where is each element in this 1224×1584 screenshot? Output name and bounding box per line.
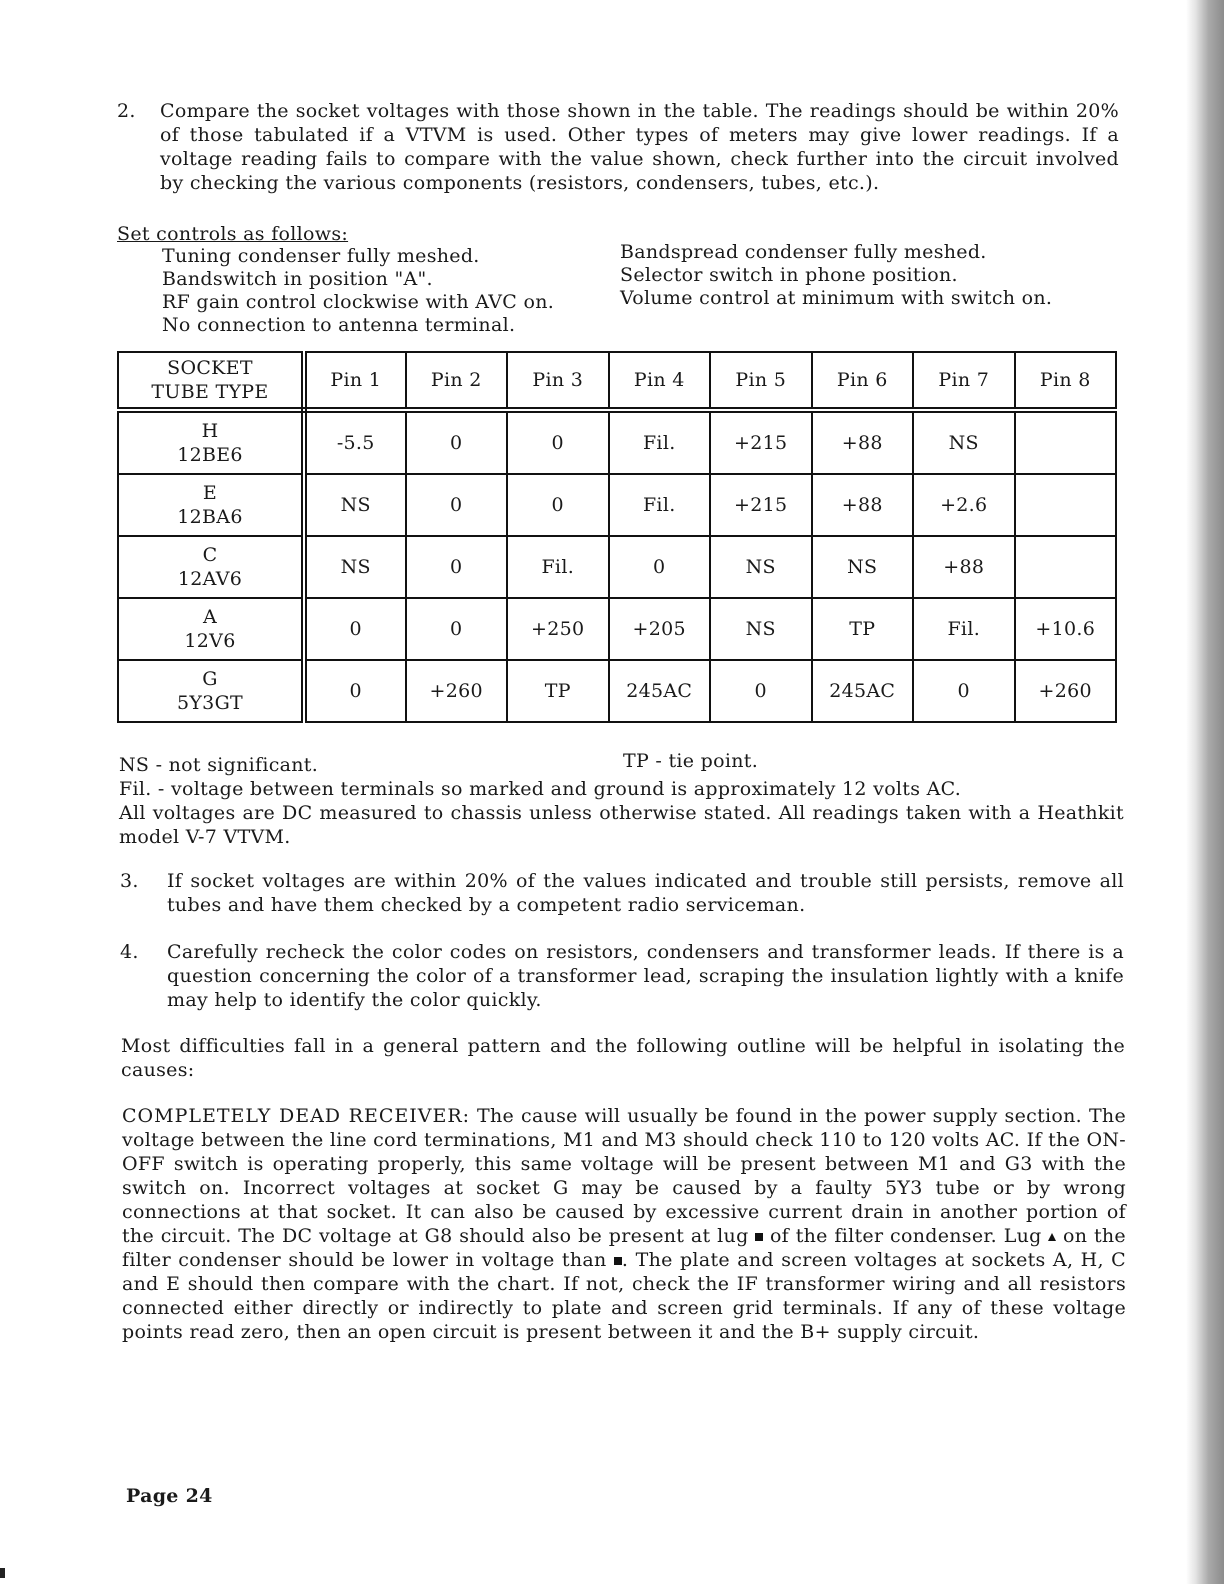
header-pin: Pin 5: [710, 352, 812, 410]
voltage-cell: 0: [609, 536, 711, 598]
table-row: [118, 410, 1116, 474]
voltage-cell: 0: [710, 660, 812, 722]
voltage-cell: [1015, 410, 1117, 474]
header-pin: Pin 8: [1015, 352, 1117, 410]
voltage-cell: +250: [507, 598, 609, 660]
table-row: [118, 598, 1116, 660]
voltage-cell: +88: [812, 410, 914, 474]
voltage-cell: 0: [304, 598, 406, 660]
step-4-text: Carefully recheck the color codes on resistors, condensers and transformer leads. If there is a question concerning the color of a transformer lead, scraping the insulation lightly with a knife may help to identify the color quickly.: [167, 941, 1124, 1011]
voltage-cell: +10.6: [1015, 598, 1117, 660]
voltage-cell: +215: [710, 474, 812, 536]
scan-mark: [0, 1568, 5, 1578]
voltage-cell: 0: [507, 474, 609, 536]
voltage-cell: NS: [913, 410, 1015, 474]
voltage-cell: 0: [913, 660, 1015, 722]
voltage-cell: 245AC: [609, 660, 711, 722]
voltage-cell: 0: [406, 598, 508, 660]
voltage-cell: Fil.: [507, 536, 609, 598]
square-lug-symbol: [755, 1233, 763, 1241]
table-row: [118, 536, 1116, 598]
voltage-cell: 0: [304, 660, 406, 722]
table-row: [118, 660, 1116, 722]
note-tp: TP - tie point.: [623, 750, 759, 772]
control-item: Bandspread condenser fully meshed.: [620, 241, 987, 263]
step-4-number: 4.: [120, 941, 139, 963]
voltage-cell: 245AC: [812, 660, 914, 722]
scan-page-edge: [1186, 0, 1224, 1584]
header-pin: Pin 2: [406, 352, 508, 410]
header-socket-tube-type: SOCKET TUBE TYPE: [118, 352, 304, 410]
controls-heading: Set controls as follows:: [117, 223, 349, 245]
voltage-cell: 0: [507, 410, 609, 474]
socket-tube-cell: A 12V6: [118, 598, 304, 660]
step-2-number: 2.: [117, 100, 136, 122]
voltage-cell: [1015, 474, 1117, 536]
voltage-cell: [1015, 536, 1117, 598]
header-pin: Pin 7: [913, 352, 1015, 410]
control-item: Volume control at minimum with switch on.: [620, 287, 1053, 309]
voltage-cell: 0: [406, 536, 508, 598]
header-pin: Pin 6: [812, 352, 914, 410]
control-item: RF gain control clockwise with AVC on.: [162, 291, 555, 313]
dead-receiver-section: COMPLETELY DEAD RECEIVER: The cause will usually be found in the power supply section. The voltage between the line cord terminations, M1 and M3 should check 110 to 120 volts AC. If the ON-OFF switch is operating properly, this same voltage will be present between M1 and G3 with the switch on. Incorrect voltages at socket G may be caused by a faulty 5Y3 tube or by wrong connections at that socket. It can also be caused by excessive current drain in another portion of the circuit. The DC voltage at G8 should also be present at lug of the filter condenser. Lug on the filter condenser should be lower in voltage than . The plate and screen voltages at sockets A, H, C and E should then compare with the chart. If not, check the IF transformer wiring and all resistors connected either directly or indirectly to plate and screen grid terminals. If any of these voltage points read zero, then an open circuit is present between it and the B+ supply circuit.: [122, 1105, 1127, 1343]
voltage-cell: Fil.: [609, 474, 711, 536]
step-3: [120, 869, 1124, 917]
voltage-cell: NS: [710, 536, 812, 598]
socket-tube-cell: C 12AV6: [118, 536, 304, 598]
table-header-row: [118, 352, 1116, 410]
note-ns: NS - not significant.: [119, 754, 319, 776]
header-pin: Pin 3: [507, 352, 609, 410]
header-pin: Pin 4: [609, 352, 711, 410]
control-item: No connection to antenna terminal.: [162, 314, 516, 336]
control-item: Selector switch in phone position.: [620, 264, 958, 286]
table-notes: [119, 750, 1124, 849]
voltage-cell: +215: [710, 410, 812, 474]
voltage-cell: 0: [406, 474, 508, 536]
step-3-text: If socket voltages are within 20% of the values indicated and trouble still persists, remove all tubes and have them checked by a competent radio serviceman.: [167, 870, 1124, 916]
voltage-cell: -5.5: [304, 410, 406, 474]
voltage-cell: +88: [812, 474, 914, 536]
step-3-number: 3.: [120, 870, 139, 892]
voltage-cell: NS: [710, 598, 812, 660]
voltage-cell: +88: [913, 536, 1015, 598]
page-number: Page 24: [126, 1485, 213, 1507]
note-all: All voltages are DC measured to chassis unless otherwise stated. All readings taken with a Heathkit model V-7 VTVM.: [119, 802, 1124, 848]
voltage-cell: TP: [812, 598, 914, 660]
voltage-cell: NS: [304, 474, 406, 536]
note-fil: Fil. - voltage between terminals so marked and ground is approximately 12 volts AC.: [119, 778, 962, 800]
socket-tube-cell: E 12BA6: [118, 474, 304, 536]
voltage-cell: NS: [304, 536, 406, 598]
voltage-cell: Fil.: [609, 410, 711, 474]
voltage-cell: +205: [609, 598, 711, 660]
voltage-cell: NS: [812, 536, 914, 598]
intro-paragraph: Most difficulties fall in a general pattern and the following outline will be helpful in isolating the causes:: [121, 1035, 1125, 1081]
square-lug-symbol: [614, 1257, 622, 1265]
voltage-cell: TP: [507, 660, 609, 722]
socket-tube-cell: G 5Y3GT: [118, 660, 304, 722]
step-2: [117, 99, 1119, 195]
voltage-cell: 0: [406, 410, 508, 474]
voltage-cell: +260: [406, 660, 508, 722]
step-4: [120, 940, 1124, 1012]
control-item: Tuning condenser fully meshed.: [162, 245, 480, 267]
triangle-lug-symbol: [1048, 1233, 1056, 1241]
control-item: Bandswitch in position "A".: [162, 268, 433, 290]
voltage-cell: +2.6: [913, 474, 1015, 536]
voltage-cell: Fil.: [913, 598, 1015, 660]
voltage-cell: +260: [1015, 660, 1117, 722]
header-pin: Pin 1: [304, 352, 406, 410]
section-heading: COMPLETELY DEAD RECEIVER:: [122, 1105, 471, 1127]
socket-tube-cell: H 12BE6: [118, 410, 304, 474]
table-row: [118, 474, 1116, 536]
socket-voltage-table: [117, 351, 1117, 723]
step-2-text: Compare the socket voltages with those shown in the table. The readings should be within 20% of those tabulated if a VTVM is used. Other types of meters may give lower readings. If a voltage reading fails to compare with the value shown, check further into the circuit involved by checking the various components (resistors, condensers, tubes, etc.).: [160, 100, 1119, 194]
